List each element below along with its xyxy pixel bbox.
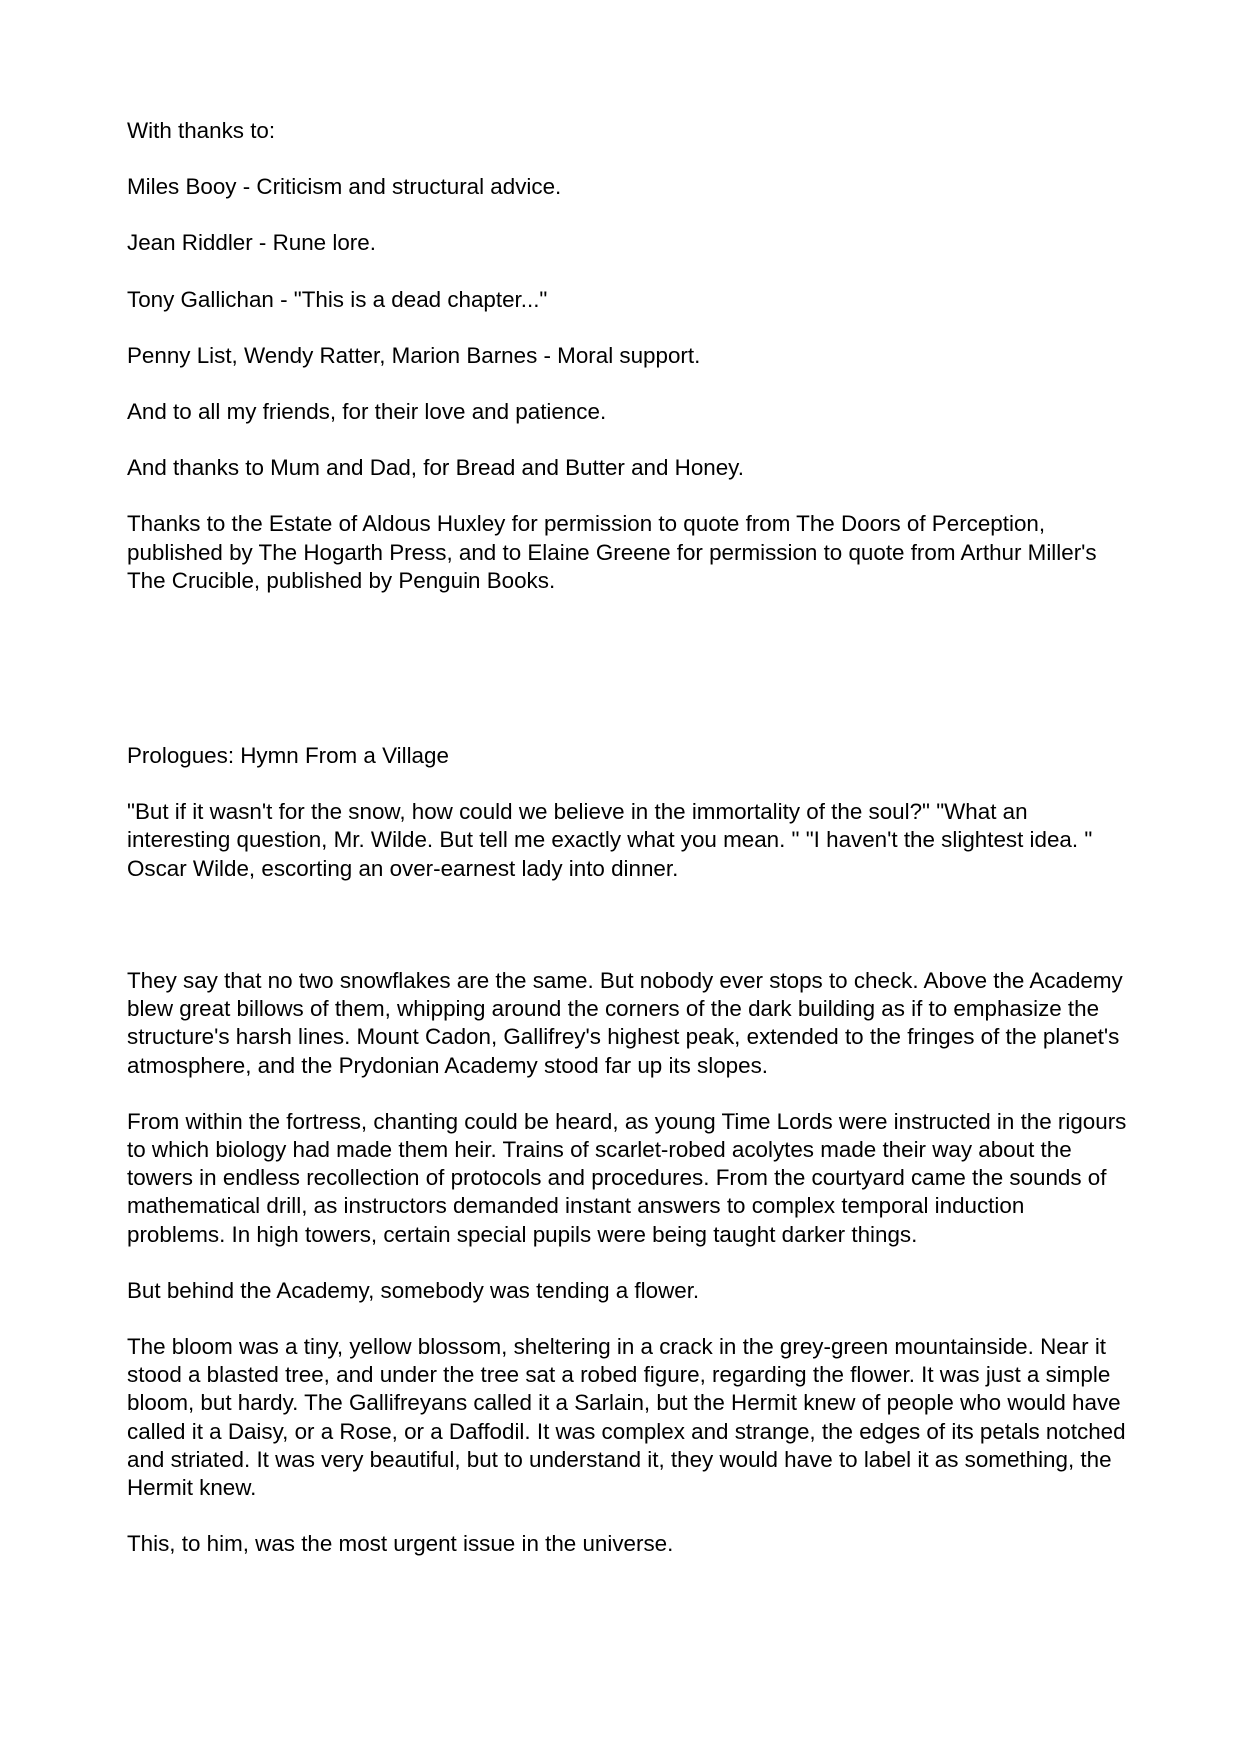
prologue-title: Prologues: Hymn From a Village bbox=[127, 743, 449, 768]
story-paragraph: The bloom was a tiny, yellow blossom, sheltering in a crack in the grey-green mountainside. Near it stood a blasted tree, and under the tree sat a robed figure, regarding the flower. It was just a simple bloom, but hardy. The Gallifreyans called it a Sarlain, but the Hermit knew of people who would have called it a Daisy, or a Rose, or a Daffodil. It was complex and strange, the edges of its petals notched and striated. It was very beautiful, but to understand it, they would have to label it as something, the Hermit knew. bbox=[127, 1334, 1126, 1501]
story-paragraph: This, to him, was the most urgent issue in the universe. bbox=[127, 1531, 674, 1557]
prologue-section bbox=[127, 742, 1127, 883]
story-paragraph: From within the fortress, chanting could be heard, as young Time Lords were instructed in the rigours to which biology had made them heir. Trains of scarlet-robed acolytes made their way about the towers in endless recollection of protocols and procedures. From the courtyard came the sounds of mathematical drill, as instructors demanded instant answers to complex temporal induction problems. In high towers, certain special pupils were being taught darker things. bbox=[127, 1108, 1127, 1247]
acknowledgements-heading: With thanks to: bbox=[127, 118, 276, 143]
epigraph: "But if it wasn't for the snow, how could we believe in the immortality of the soul?" "What an interesting question, Mr. Wilde. But tell me exactly what you mean. " "I haven't the slightest idea. " Oscar Wilde, escorting an over-earnest lady into dinner. bbox=[127, 799, 1093, 881]
acknowledgement-line: Miles Booy - Criticism and structural advice. bbox=[127, 174, 562, 200]
acknowledgement-line: Tony Gallichan - "This is a dead chapter..." bbox=[127, 286, 548, 312]
story-paragraph: But behind the Academy, somebody was tending a flower. bbox=[127, 1277, 700, 1303]
acknowledgement-line: Penny List, Wendy Ratter, Marion Barnes - Moral support. bbox=[127, 342, 701, 368]
permissions-paragraph: Thanks to the Estate of Aldous Huxley for permission to quote from The Doors of Perception, published by The Hogarth Press, and to Elaine Greene for permission to quote from Arthur Miller's The Crucible, published by Penguin Books. bbox=[127, 511, 1097, 593]
acknowledgement-line: And to all my friends, for their love and patience. bbox=[127, 399, 607, 425]
story-paragraph: They say that no two snowflakes are the same. But nobody ever stops to check. Above the Academy blew great billows of them, whipping around the corners of the dark building as if to emphasize the structure's harsh lines. Mount Cadon, Gallifrey's highest peak, extended to the fringes of the planet's atmosphere, and the Prydonian Academy stood far up its slopes. bbox=[127, 968, 1123, 1078]
story-body bbox=[127, 967, 1127, 1558]
acknowledgement-line: And thanks to Mum and Dad, for Bread and Butter and Honey. bbox=[127, 455, 744, 481]
acknowledgements-section bbox=[127, 117, 1127, 595]
acknowledgement-line: Jean Riddler - Rune lore. bbox=[127, 230, 376, 256]
